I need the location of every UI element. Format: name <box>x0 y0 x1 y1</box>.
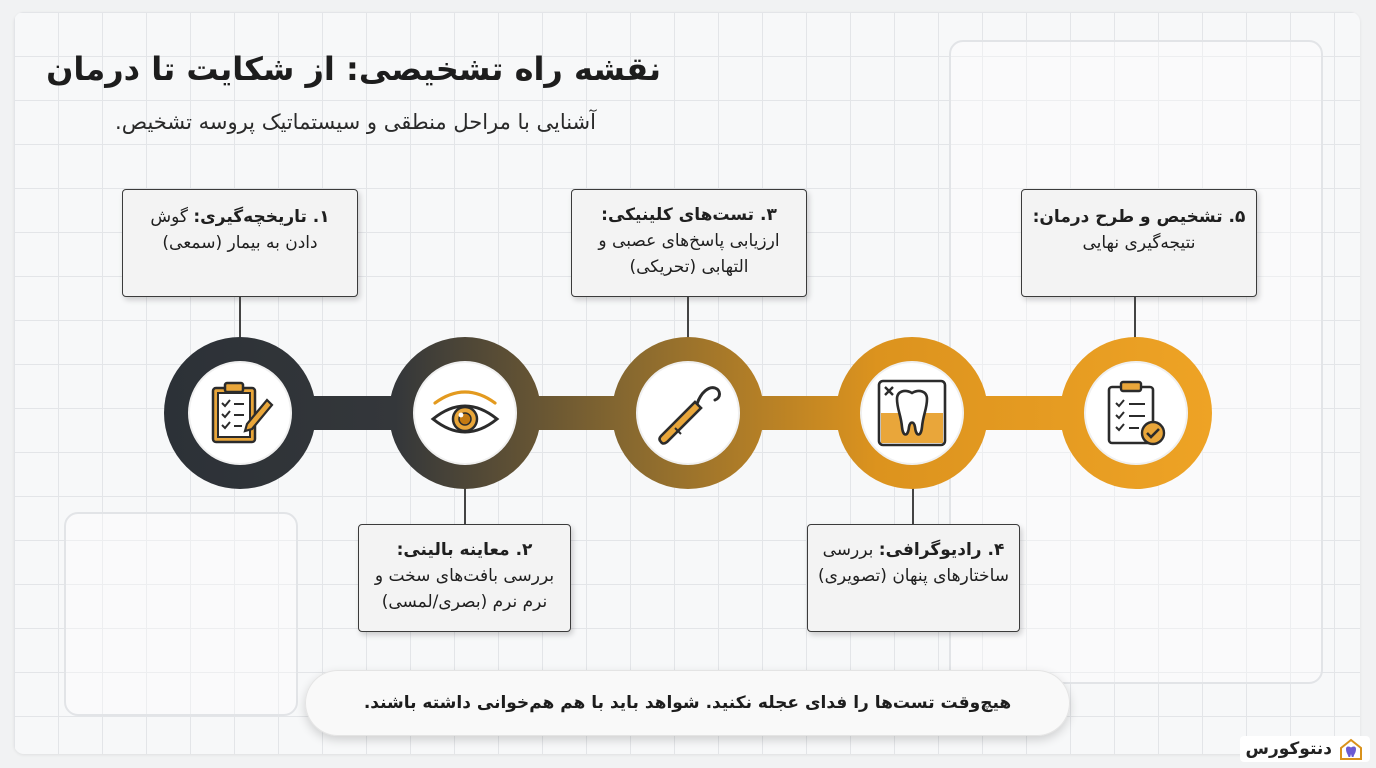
step-heading: ۵. تشخیص و طرح درمان: <box>1032 207 1246 227</box>
clipboard-pen-icon <box>205 378 275 448</box>
step-text: بررسی ساختارهای پنهان (تصویری) <box>817 540 1009 586</box>
dental-explorer-icon <box>651 376 725 450</box>
step-node-3 <box>636 361 740 465</box>
step-text: بررسی بافت‌های سخت و نرم نرم (بصری/لمسی) <box>374 566 555 612</box>
tooth-xray-icon <box>875 377 949 449</box>
step-heading: ۲. معاینه بالینی: <box>396 540 533 560</box>
step-node-5 <box>1084 361 1188 465</box>
clipboard-check-icon <box>1101 377 1171 449</box>
step-node-4 <box>860 361 964 465</box>
page-title: نقشه راه تشخیصی: از شکایت تا درمان <box>46 50 661 88</box>
step-text: نتیجه‌گیری نهایی <box>1082 233 1196 253</box>
step-text: ارزیابی پاسخ‌های عصبی و التهابی (تحریکی) <box>598 231 780 277</box>
brand-logo <box>1240 736 1371 762</box>
eye-icon <box>429 383 501 443</box>
note-text: هیچ‌وقت تست‌ها را فدای عجله نکنید. شواهد باید با هم هم‌خوانی داشته باشند. <box>363 693 1012 713</box>
step-node-1 <box>188 361 292 465</box>
page-subtitle: آشنایی با مراحل منطقی و سیستماتیک پروسه تشخیص. <box>115 110 596 134</box>
bottom-note <box>305 670 1070 736</box>
step-text: گوش دادن به بیمار (سمعی) <box>150 207 318 253</box>
step-heading: ۱. تاریخچه‌گیری: <box>193 207 330 227</box>
brand-name: دنتوکورس <box>1245 739 1332 759</box>
step-heading: ۴. رادیوگرافی: <box>878 540 1005 560</box>
step-heading: ۳. تست‌های کلینیکی: <box>601 205 777 225</box>
step-node-2 <box>413 361 517 465</box>
house-tooth-logo-icon <box>1338 737 1364 761</box>
